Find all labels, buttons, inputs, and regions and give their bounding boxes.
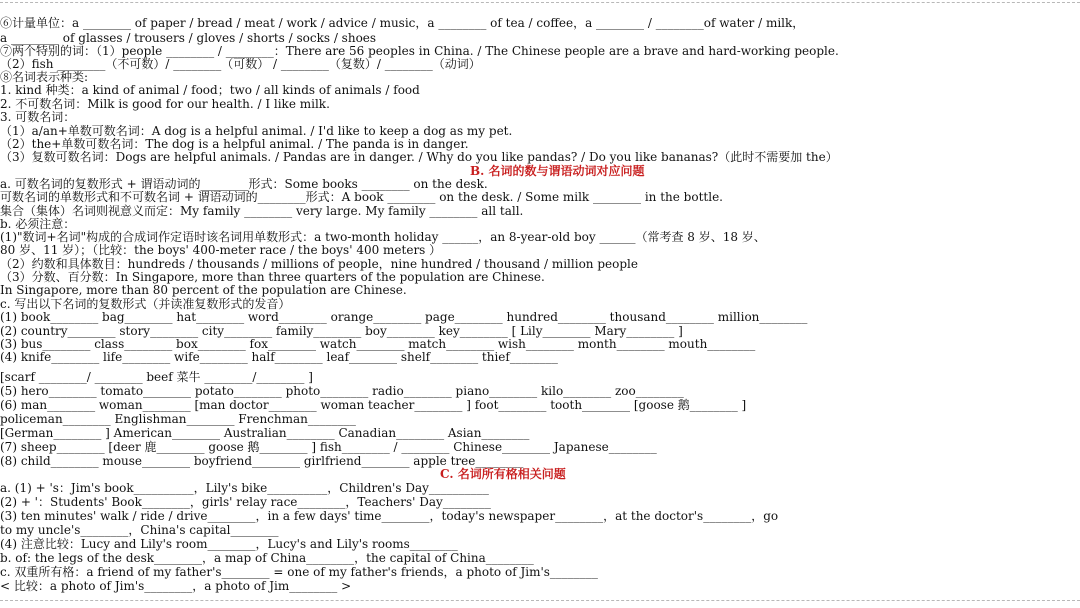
line-text: (3) bus________ class________ box________ fox________ watch________ match________ wish________ month________ mouth________	[0, 337, 756, 351]
text-line	[0, 283, 1080, 298]
line-text: （3）分数、百分数：In Singapore, more than three quarters of the population are Chinese.	[0, 270, 545, 284]
text-line	[0, 16, 1080, 31]
text-line	[0, 110, 1080, 125]
line-text: 80 岁、11 岁）；（比较：the boys' 400-meter race / the boys' 400 meters ）	[0, 243, 442, 257]
line-text: (4) 注意比较：Lucy and Lily's room________，Lucy's and Lily's rooms________	[0, 537, 458, 551]
line-text: (8) child________ mouse________ boyfriend________ girlfriend________ apple tree________	[0, 454, 524, 468]
line-text: to my uncle's________，China's capital________	[0, 523, 279, 537]
text-line	[0, 150, 1080, 165]
text-line	[0, 310, 1080, 325]
line-text: policeman________ Englishman________ Frenchman________	[0, 412, 356, 426]
line-text: (6) man________ woman________ [man doctor________ woman teacher________ ] foot________ tooth________ [goose 鹅________ ]	[0, 398, 747, 412]
line-text: (5) hero________ tomato________ potato________ photo________ radio________ piano________ kilo________ zoo________	[0, 384, 684, 398]
line-text: c. 双重所有格：a friend of my father's________ = one of my father's friends，a photo of Jim's________	[0, 565, 598, 579]
line-text: ⑦两个特别的词：（1）people ________ / ________：There are 56 peoples in China. / The Chinese people are a brave and hard-working people.	[0, 44, 839, 58]
section-title: B. 名词的数与谓语动词对应问题	[470, 164, 645, 178]
text-line	[0, 398, 1080, 413]
line-text: (4) knife________ life________ wife________ half________ leaf________ shelf________ thief________	[0, 350, 558, 364]
line-text: a. 可数名词的复数形式 + 谓语动词的________形式：Some books ________ on the desk.	[0, 177, 488, 191]
line-text: （2）the+单数可数名词：The dog is a helpful animal. / The panda is in danger.	[0, 137, 469, 151]
section-title: C. 名词所有格相关问题	[440, 467, 566, 481]
line-text: （2）约数和具体数目：hundreds / thousands / millions of people，nine hundred / thousand / million people	[0, 257, 638, 271]
text-line	[0, 481, 1080, 496]
line-text: 集合（集体）名词则视意义而定：My family ________ very large. My family ________ all tall.	[0, 204, 524, 218]
text-line	[0, 551, 1080, 566]
line-text: (7) sheep________ [deer 鹿________ goose 鹅________ ] fish________ / ________ Chinese________ Japanese________	[0, 440, 657, 454]
line-text: b. 必须注意：	[0, 217, 76, 231]
line-text: （1）a/an+单数可数名词：A dog is a helpful animal. / I'd like to keep a dog as my pet.	[0, 124, 513, 138]
text-line	[0, 440, 1080, 455]
line-text: (1) book________ bag________ hat________ word________ orange________ page________ hundred________ thousand________ million________	[0, 310, 808, 324]
text-line	[0, 579, 1080, 594]
text-line	[0, 509, 1080, 524]
text-line	[0, 412, 1080, 427]
line-text: 1. kind 种类：a kind of animal / food；two / all kinds of animals / food	[0, 83, 420, 97]
text-line	[0, 83, 1080, 98]
line-text: ⑧名词表示种类:	[0, 70, 89, 84]
line-text: [scarf ________/ ________ beef 菜牛 ________/________ ]	[0, 370, 313, 384]
bottom-dashed-border	[0, 600, 1080, 601]
line-text: (2) + '：Students' Book________，girls' relay race________，Teachers' Day________	[0, 495, 491, 509]
line-text: b. of: the legs of the desk________，a map of China________，the capital of China________	[0, 551, 534, 565]
text-line	[0, 523, 1080, 538]
line-text: 3. 可数名词：	[0, 110, 76, 124]
line-text: （2）fish ________（不可数）/ ________（可数） / ________（复数）/ ________（动词）	[0, 57, 481, 71]
text-line	[0, 426, 1080, 441]
line-text: < 比较：a photo of Jim's________，a photo of Jim________ >	[0, 579, 352, 593]
text-line	[0, 537, 1080, 552]
text-line	[0, 495, 1080, 510]
line-text: c. 写出以下名词的复数形式（并读准复数形式的发音）	[0, 297, 291, 311]
line-text: (3) ten minutes' walk / ride / drive________，in a few days' time________，today's newspaper________，at the doctor's________，go	[0, 509, 779, 523]
line-text: [German________ ] American________ Australian________ Canadian________ Asian________	[0, 426, 530, 440]
line-text: 2. 不可数名词：Milk is good for our health. / I like milk.	[0, 97, 330, 111]
text-line	[0, 565, 1080, 580]
top-dashed-border	[0, 2, 1080, 3]
line-text: a. (1) + 's：Jim's book__________，Lily's bike__________，Children's Day__________	[0, 481, 489, 495]
line-text: (1)"数词+名词"构成的合成词作定语时该名词用单数形式：a two-month holiday ______，an 8-year-old boy ______（常考查 8 岁、18 岁、	[0, 230, 766, 244]
line-text: 可数名词的单数形式和不可数名词 + 谓语动词的________形式：A book ________ on the desk. / Some milk ________ in the bottle.	[0, 190, 723, 204]
line-text: In Singapore, more than 80 percent of the population are Chinese.	[0, 283, 407, 297]
line-text: a ________ of glasses / trousers / gloves / shorts / socks / shoes	[0, 31, 377, 45]
section-c-heading	[0, 467, 1080, 482]
text-line	[0, 243, 1080, 258]
text-line	[0, 190, 1080, 205]
text-line	[0, 370, 1080, 385]
line-text: (2) country________ story________ city________ family________ boy________ key________ [ Lily________ Mary________ ]	[0, 324, 683, 338]
text-line	[0, 350, 1080, 365]
text-line	[0, 384, 1080, 399]
line-text: （3）复数可数名词：Dogs are helpful animals. / Pandas are in danger. / Why do you like pandas? / Do you like bananas?（此时不需要加 the）	[0, 150, 838, 164]
line-text: ⑥计量单位：a ________ of paper / bread / meat / work / advice / music，a ________ of tea / coffee，a ________ / ________of water / milk，	[0, 16, 805, 30]
